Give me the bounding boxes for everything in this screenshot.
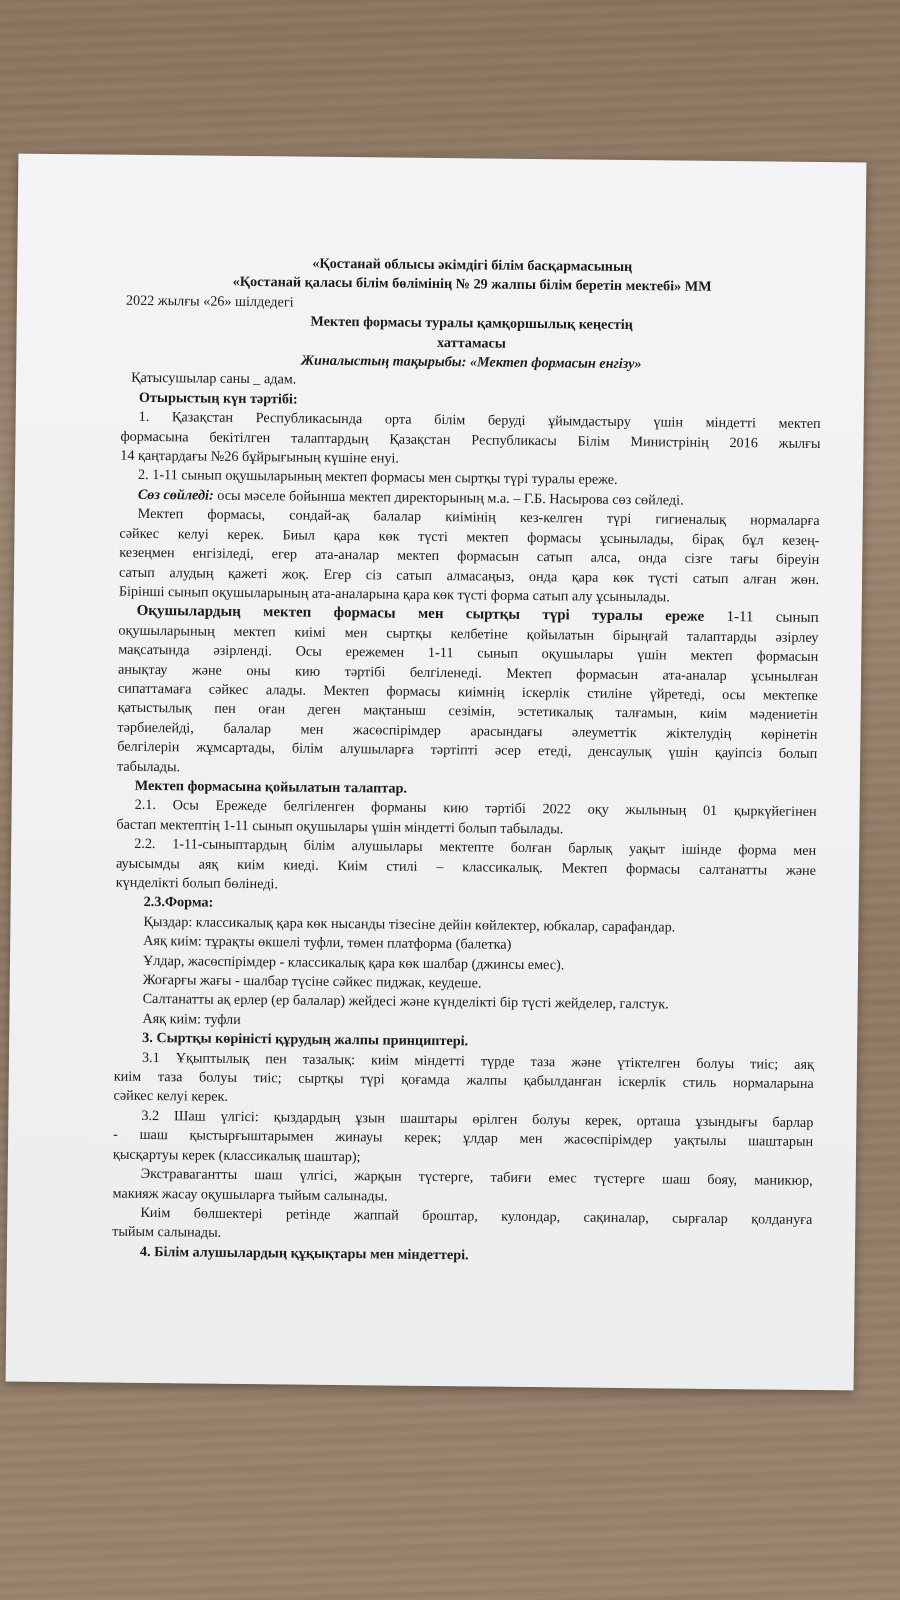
protocol-title-1: Мектеп формасы туралы қамқоршылық кеңестің [310,313,633,334]
header-line-1: «Қостанай облысы әкімдігі білім басқармасының [312,255,633,276]
agenda-item-2: 2. 1-11 сынып оқушыларының мектеп формасы мен сыртқы түрі туралы ереже. [138,467,618,489]
rules-line-8: белгілерін жұмсартады, білім алушыларға тәртіпті әсер етеді, денсаулық үшін қауіпсіз болып [117,738,818,763]
speech-line-4: кезеңмен енгізіледі, егер ата-аналар мектеп формасын сатып алса, онда сізге тағы біреуін [119,544,820,569]
speech-line-6: Бірінші сынып оқушыларының ата-аналарына қара көк түсті форма сатып алу ұсынылады. [118,583,670,606]
jewelry-line-2: тыйым салынады. [112,1223,222,1242]
extravagant-line-1: Экстравагантты шаш үлгісі, жарқын түстерге, табиғи емес түстерге шаш бояу, маникюр, [140,1166,813,1190]
forma-shoes-boys: Аяқ киім: туфли [142,1010,241,1028]
document-sheet [6,154,867,1391]
principle-3-2-line-3: қысқартуы керек (классикалық шаштар); [112,1146,361,1165]
requirements-title: Мектеп формасына қойылатын талаптар. [134,777,408,797]
speech-label: Сөз сөйледі: [137,486,214,504]
document-body [112,253,823,1269]
rules-line-3: мақсатында әзірленді. Осы ережемен 1-11 сынып оқушылары үшін мектеп формасын [118,641,819,666]
forma-shoes-girls: Аяқ киім: тұрақты өкшелі туфли, төмен платформа (балетка) [143,933,512,954]
principle-3-1-line-1: 3.1 Ұқыптылық пен тазалық: киім міндетті түрде таза және үтіктелген болуы тиіс; аяқ [141,1049,815,1073]
jewelry-line-1: Киім бөлшектері ретінде жаппай броштар, кулондар, сақиналар, сырғалар қолдануға [140,1204,813,1228]
req-2-1-line-1: 2.1. Осы Ережеде белгіленген форманы кию тәртібі 2022 оқу жылының 01 қыркүйегінен [134,797,817,821]
speech-line-5: сатып алудың қажеті жоқ. Егер сіз сатып алмасаңыз, онда қара көк түсті сатып алған жөн. [118,564,820,588]
forma-title: 2.3.Форма: [143,894,214,912]
agenda-item-1-line-3: 14 қаңтардағы №26 бұйрығының күшіне енуі. [120,447,400,467]
forma-boys: Ұлдар, жасөспірімдер - классикалық қара көк шалбар (джинсы емес). [142,952,565,973]
req-2-2-line-1: 2.2. 1-11-сыныптардың білім алушылары мектепте болған барлық уақыт ішінде форма мен [134,836,817,860]
principles-title: 3. Сыртқы көріністі құрудың жалпы принциптері. [142,1030,469,1050]
rules-heading: Оқушылардың мектеп формасы мен сыртқы түрі туралы ереже [136,603,705,626]
extravagant-line-2: макияж жасау оқушыларға тыйым салынады. [112,1185,388,1205]
principle-3-1-line-3: сәйкес келуі керек. [113,1088,229,1106]
agenda-title: Отырыстың күн тәртібі: [138,389,298,408]
forma-top: Жоғарғы жағы - шалбар түсіне сәйкес пиджак, кеудеше. [142,971,482,992]
protocol-title-2: хаттамасы [436,334,507,352]
rules-line-1-text: 1-11 сынып [704,609,819,627]
rules-line-5: сипаттамаға сәйкес алады. Мектеп формасы киімнің іскерлік стиліне үйретеді, осы мектепке [117,680,818,704]
rules-line-7: тәрбиелейді, балалар мен жасөспірімдер арасындағы әлеуметтік жіктелудің көрінетін [117,719,818,743]
speech-line-1-text: осы мәселе бойынша мектеп директорының м.а. – Г.Б. Насырова сөз сөйледі. [213,487,684,509]
protocol-date: 2022 жылғы «26» шілдедегі [125,292,294,311]
req-2-2-line-3: күнделікті болып бөлінеді. [115,874,279,893]
principle-3-2-line-1: 3.2 Шаш үлгісі: қыздардың ұзын шаштары өрілген болуы керек, орташа ұзындығы барлар [141,1107,814,1131]
req-2-1-line-2: бастап мектептің 1-11 сынып оқушылары үшін міндетті болып табылады. [116,816,564,838]
meeting-topic: Жиналыстың тақырыбы: «Мектеп формасын енгізу» [300,352,642,373]
forma-girls: Қыздар: классикалық қара көк нысанды тізесіне дейін көйлектер, юбкалар, сарафандар. [143,913,676,936]
participants-count: Қатысушылар саны _ адам. [131,370,297,388]
speech-line-3: сәйкес келуі керек. Биыл қара көк түсті мектеп формасы ұсынылады, бірақ бұл кезең- [119,525,820,549]
rules-line-6: қатыстылық пен оған деген мақтаныш сезімін, эстетикалық талғамын, киім мәдениетін [117,700,818,724]
forma-ceremonial: Салтанатты ақ ерлер (ер балалар) жейдесі және күнделікті бір түсті жейделер, галстук. [142,991,669,1013]
principle-3-1-line-2: киім таза болуы тиіс; сыртқы түрі қоғамда жалпы қабылданған іскерлік стиль нормаларына [113,1068,814,1093]
section-4-title: 4. Білім алушылардың құқықтары мен міндеттері. [139,1243,469,1264]
req-2-2-line-2: ауысымды аяқ киім киеді. Киім стилі – классикалық. Мектеп формасы салтанатты және [115,855,817,879]
agenda-item-1-line-2: формасына бекітілген талаптардың Қазақстан Республикасы Білім Министрінің 2016 жылғы [120,428,821,452]
header-line-2: «Қостанай қаласы білім бөлімінің № 29 жалпы білім беретін мектебі» ММ [232,274,712,296]
rules-line-9: табылады. [116,758,181,775]
agenda-item-1-line-1: 1. Қазақстан Республикасында орта білім беруді ұйымдастыру үшін міндетті мектеп [138,409,821,433]
principle-3-2-line-2: - шаш қыстырғыштарымен жинауы керек; ұлдар мен жасөспірімдер уақтылы шаштарын [113,1126,814,1151]
rules-line-2: оқушыларының мектеп киімі мен сыртқы келбетіне қойылатын бірыңғай талаптарды әзірлеу [118,622,819,646]
rules-line-4: анықтау және оны кию тәртібі белгіленеді. Мектеп формасын ата-аналар ұсынылған [117,661,819,685]
speech-line-2: Мектеп формасы, сондай-ақ балалар киімінің кез-келген түрі гигиеналық нормаларға [137,506,820,530]
